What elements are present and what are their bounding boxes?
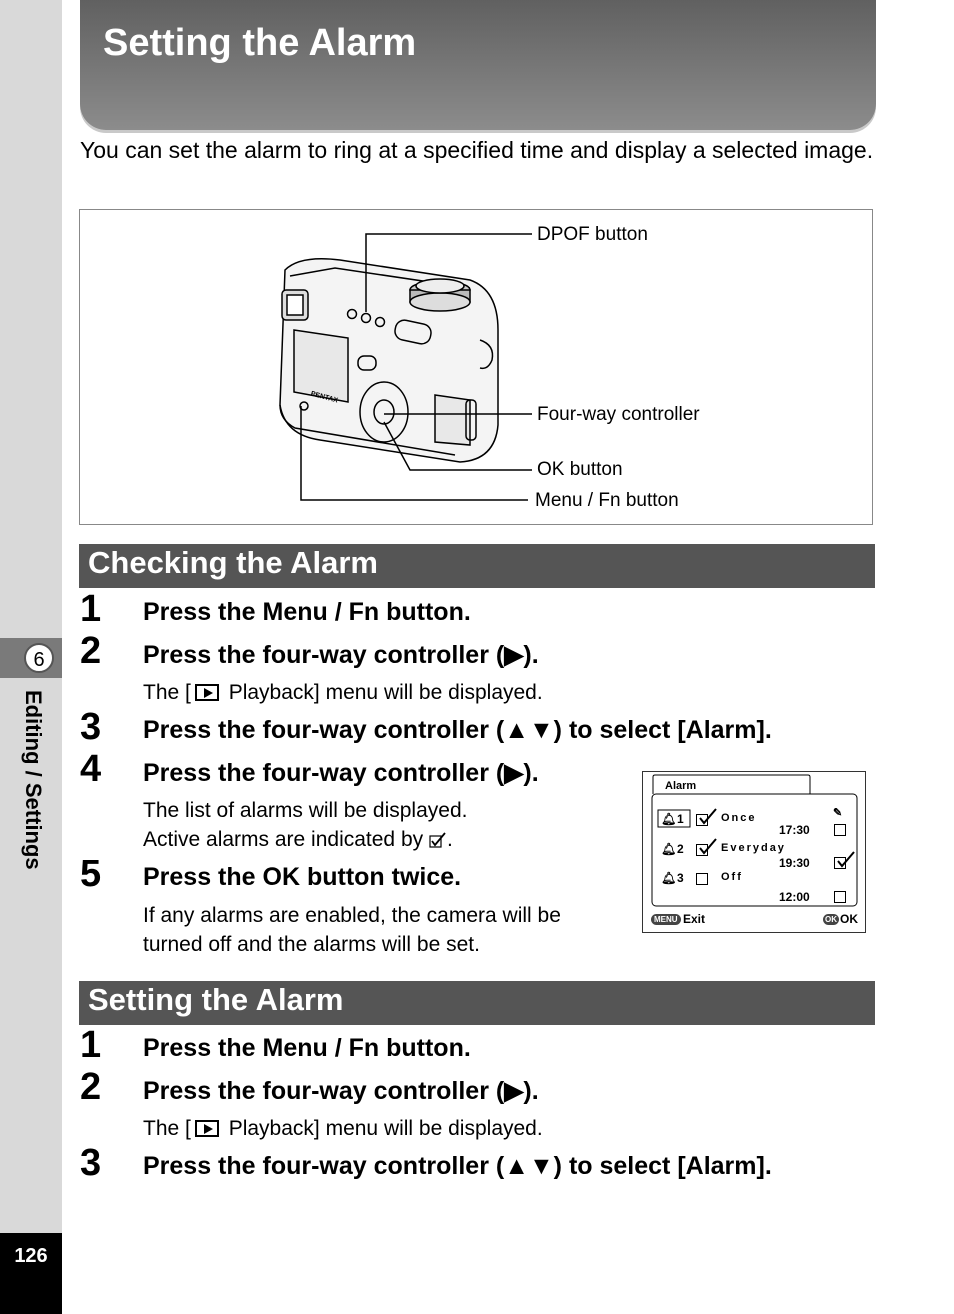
alarm-lcd-screen [642,771,866,933]
alarm-time: 17:30 [779,823,810,837]
alarm-mode: Once [721,812,757,824]
alarm-time: 19:30 [779,856,810,870]
step-body [143,1114,543,1143]
check-mark-icon [698,838,718,856]
alarm-time: 12:00 [779,890,810,904]
page-title: Setting the Alarm [103,22,417,64]
alarm-number: 2 [677,842,684,856]
step-heading: Press the four-way controller (▶). [143,1077,539,1105]
step-body-text: The [ [143,681,191,704]
check-mark-icon [836,851,856,869]
four-way-controller-label: Four-way controller [537,404,700,425]
bell-icon: 🔔︎ [661,842,677,856]
step-heading: Press the four-way controller (▶). [143,759,539,787]
step-number: 1 [80,588,102,630]
step-heading: Press the four-way controller (▶). [143,641,539,669]
chapter-label: Editing / Settings [21,690,46,870]
alarm-image-checkbox [834,891,846,903]
step-body-text: The [ [143,1117,191,1140]
exit-label: Exit [683,912,706,926]
step-number: 4 [80,748,102,790]
chapter-number: 6 [24,643,54,673]
step-heading: Press the OK button twice. [143,863,462,891]
alarm-number: 3 [677,871,684,885]
step-number: 2 [80,1066,102,1108]
dpof-button-label: DPOF button [537,224,648,245]
check-mark-icon [698,808,718,826]
step-body: The list of alarms will be displayed. [143,799,468,822]
step-body [143,825,453,854]
step-body-text: . [446,828,453,851]
alarm-checkbox [696,873,708,885]
bell-icon: 🔔︎ [661,812,677,826]
step-body [143,678,543,707]
step-heading: Press the Menu / Fn button. [143,598,471,626]
alarm-image-checkbox [834,824,846,836]
step-number: 1 [80,1024,102,1066]
step-number: 2 [80,630,102,672]
step-number: 3 [80,706,102,748]
alarm-mode: Everyday [721,842,786,854]
alarm-number: 1 [677,812,684,826]
section-title-setting: Setting the Alarm [88,982,344,1017]
alarm-mode: Off [721,871,743,883]
page-number: 126 [14,1245,48,1267]
menu-fn-button-label: Menu / Fn button [535,490,679,511]
step-body-text: Playback] menu will be displayed. [222,681,543,704]
step-body: turned off and the alarms will be set. [143,933,480,956]
step-body-text: Active alarms are indicated by [143,828,429,851]
step-number: 5 [80,853,102,895]
menu-key-icon: MENU [651,914,681,925]
title-banner [80,0,876,130]
playback-icon [195,1120,219,1137]
camera-illustration [80,210,872,524]
step-heading: Press the Menu / Fn button. [143,1034,471,1062]
image-icon: ✎ [833,807,843,819]
ok-button-label: OK button [537,459,623,480]
intro-text: You can set the alarm to ring at a specified time and display a selected image. [80,137,874,163]
step-heading: Press the four-way controller (▲▼) to select [Alarm]. [143,1152,772,1180]
ok-label: OK [840,912,858,926]
camera-figure [79,209,873,525]
ok-key-icon: OK [825,915,837,924]
step-body-text: Playback] menu will be displayed. [222,1117,543,1140]
check-icon [429,832,447,848]
step-heading: Press the four-way controller (▲▼) to select [Alarm]. [143,716,772,744]
playback-icon [195,684,219,701]
lcd-tab-label: Alarm [665,780,697,792]
step-body: If any alarms are enabled, the camera will be [143,904,561,927]
camera-brand: PENTAX [309,390,339,405]
step-number: 3 [80,1142,102,1184]
bell-icon: 🔔︎ [661,871,677,885]
section-title-checking: Checking the Alarm [88,545,378,580]
